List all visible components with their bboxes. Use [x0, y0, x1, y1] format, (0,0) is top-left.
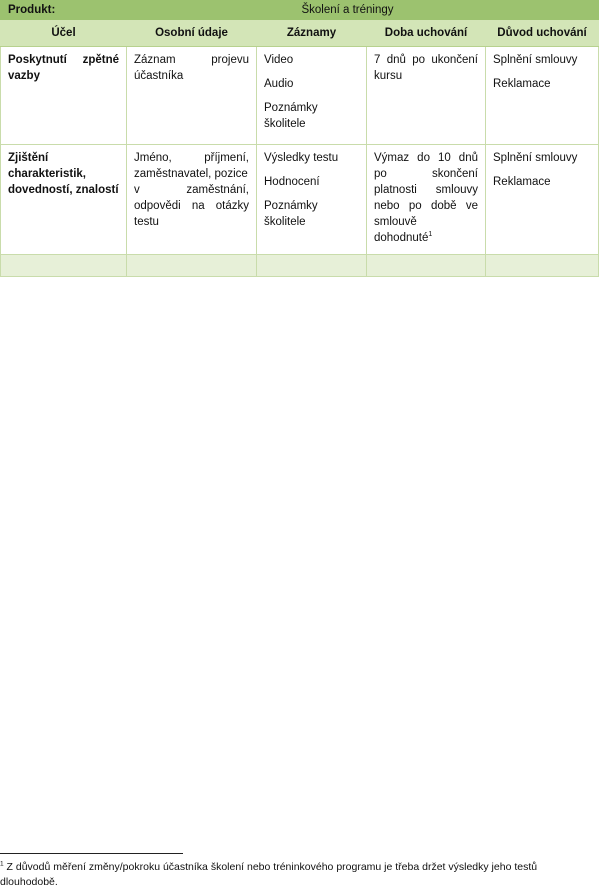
cell-retention-reason	[486, 145, 599, 255]
personal-data-line: Jméno, příjmení, zaměstnavatel, pozice	[134, 152, 249, 180]
reason-item: Splnění smlouvy	[493, 152, 578, 164]
reason-item: Splnění smlouvy	[493, 54, 578, 66]
empty-cell	[257, 255, 367, 277]
cell-retention-reason	[486, 47, 599, 145]
footnote-mark: 1	[0, 860, 4, 868]
reason-item: Reklamace	[493, 78, 551, 90]
retention-text: Výmaz do 10 dnů po skončení platnosti smlouvy nebo po době ve smlouvě dohodnuté	[374, 152, 478, 244]
empty-row	[1, 255, 599, 277]
header-personal-data: Osobní údaje	[127, 20, 257, 47]
header-retention-period: Doba uchování	[367, 20, 486, 47]
cell-personal-data	[127, 145, 257, 255]
reason-item: Reklamace	[493, 176, 551, 188]
cell-records	[257, 47, 367, 145]
table-row	[1, 145, 599, 255]
record-item: Hodnocení	[264, 176, 320, 188]
header-row	[1, 20, 599, 47]
cell-records	[257, 145, 367, 255]
footnote	[0, 860, 592, 889]
record-item: Poznámky školitele	[264, 200, 318, 228]
table-row	[1, 47, 599, 145]
record-item: Audio	[264, 78, 294, 90]
record-item: Výsledky testu	[264, 152, 339, 164]
cell-purpose: Zjištění charakteristik, dovedností, znalostí	[1, 145, 127, 255]
cell-retention-period	[367, 145, 486, 255]
cell-personal-data: Záznam projevu účastníka	[127, 47, 257, 145]
product-row	[1, 1, 599, 20]
empty-cell	[367, 255, 486, 277]
cell-retention-period: 7 dnů po ukončení kursu	[367, 47, 486, 145]
product-name: Školení a tréningy	[127, 1, 599, 20]
personal-data-line: v zaměstnání, odpovědi na otázky testu	[134, 184, 249, 228]
records-table	[0, 0, 599, 277]
cell-purpose: Poskytnutí zpětné vazby	[1, 47, 127, 145]
header-purpose: Účel	[1, 20, 127, 47]
product-label: Produkt:	[1, 1, 127, 20]
footnote-separator	[0, 853, 183, 854]
footnote-text: Z důvodů měření změny/pokroku účastníka školení nebo tréninkového programu je třeba držet výsledky jeho testů dlouhodobě.	[0, 861, 538, 888]
footnote-reference[interactable]: 1	[428, 231, 433, 239]
record-item: Video	[264, 54, 294, 66]
record-item: Poznámky školitele	[264, 102, 318, 130]
empty-cell	[486, 255, 599, 277]
empty-cell	[127, 255, 257, 277]
header-records: Záznamy	[257, 20, 367, 47]
empty-cell	[1, 255, 127, 277]
header-retention-reason: Důvod uchování	[486, 20, 599, 47]
